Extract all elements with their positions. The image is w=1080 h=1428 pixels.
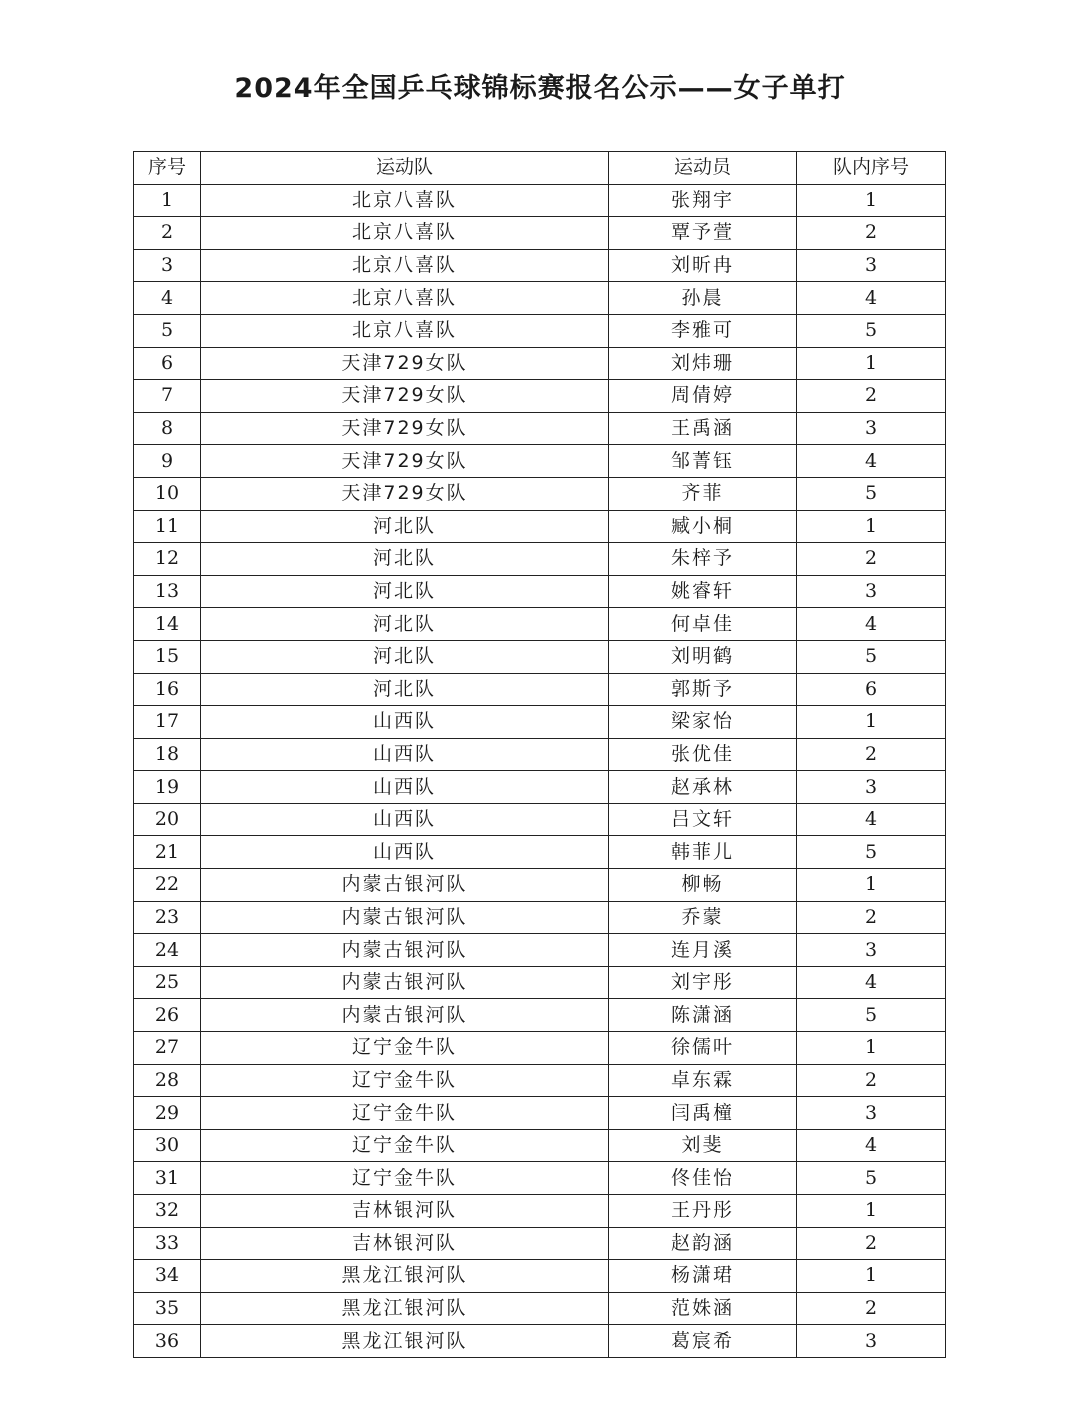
table-row <box>134 771 946 804</box>
seq-cell: 8 <box>134 412 201 445</box>
seq-cell: 17 <box>134 706 201 739</box>
table-row <box>134 1064 946 1097</box>
team-order-cell: 5 <box>797 1162 946 1195</box>
seq-cell: 27 <box>134 1032 201 1065</box>
seq-cell: 14 <box>134 608 201 641</box>
team-order-cell: 2 <box>797 1227 946 1260</box>
seq-cell: 36 <box>134 1325 201 1358</box>
team-cell: 北京八喜队 <box>201 184 609 217</box>
team-order-cell: 1 <box>797 706 946 739</box>
team-cell: 辽宁金牛队 <box>201 1064 609 1097</box>
table-row <box>134 966 946 999</box>
table-row <box>134 836 946 869</box>
player-cell: 赵韵涵 <box>609 1227 797 1260</box>
team-cell: 河北队 <box>201 640 609 673</box>
player-cell: 徐儒叶 <box>609 1032 797 1065</box>
team-order-cell: 3 <box>797 934 946 967</box>
player-cell: 乔蒙 <box>609 901 797 934</box>
player-cell: 朱梓予 <box>609 543 797 576</box>
table-row <box>134 901 946 934</box>
player-cell: 覃予萱 <box>609 217 797 250</box>
player-cell: 李雅可 <box>609 314 797 347</box>
team-cell: 黑龙江银河队 <box>201 1325 609 1358</box>
team-order-cell: 2 <box>797 901 946 934</box>
registration-table <box>133 151 946 1358</box>
team-cell: 天津729女队 <box>201 477 609 510</box>
table-row <box>134 803 946 836</box>
seq-cell: 31 <box>134 1162 201 1195</box>
team-cell: 北京八喜队 <box>201 217 609 250</box>
seq-cell: 10 <box>134 477 201 510</box>
player-cell: 孙晨 <box>609 282 797 315</box>
team-cell: 内蒙古银河队 <box>201 966 609 999</box>
team-cell: 内蒙古银河队 <box>201 869 609 902</box>
player-cell: 葛宸希 <box>609 1325 797 1358</box>
seq-cell: 24 <box>134 934 201 967</box>
table-row <box>134 673 946 706</box>
player-cell: 吕文轩 <box>609 803 797 836</box>
player-cell: 佟佳怡 <box>609 1162 797 1195</box>
team-cell: 天津729女队 <box>201 380 609 413</box>
table-row <box>134 1195 946 1228</box>
player-cell: 范姝涵 <box>609 1292 797 1325</box>
table-body <box>134 184 946 1357</box>
team-order-cell: 4 <box>797 966 946 999</box>
table-row <box>134 608 946 641</box>
seq-cell: 12 <box>134 543 201 576</box>
seq-cell: 5 <box>134 314 201 347</box>
team-cell: 内蒙古银河队 <box>201 934 609 967</box>
team-order-cell: 1 <box>797 1032 946 1065</box>
seq-cell: 13 <box>134 575 201 608</box>
table-row <box>134 184 946 217</box>
player-cell: 杨潇珺 <box>609 1260 797 1293</box>
header-team: 运动队 <box>201 152 609 185</box>
team-cell: 山西队 <box>201 836 609 869</box>
team-order-cell: 2 <box>797 217 946 250</box>
seq-cell: 30 <box>134 1129 201 1162</box>
team-order-cell: 3 <box>797 249 946 282</box>
player-cell: 王禹涵 <box>609 412 797 445</box>
seq-cell: 6 <box>134 347 201 380</box>
team-order-cell: 1 <box>797 1195 946 1228</box>
seq-cell: 16 <box>134 673 201 706</box>
player-cell: 连月溪 <box>609 934 797 967</box>
seq-cell: 18 <box>134 738 201 771</box>
team-order-cell: 2 <box>797 380 946 413</box>
team-order-cell: 2 <box>797 1292 946 1325</box>
table-row <box>134 249 946 282</box>
table-row <box>134 934 946 967</box>
seq-cell: 2 <box>134 217 201 250</box>
team-order-cell: 5 <box>797 477 946 510</box>
team-cell: 内蒙古银河队 <box>201 999 609 1032</box>
team-cell: 辽宁金牛队 <box>201 1162 609 1195</box>
team-order-cell: 1 <box>797 347 946 380</box>
table-row <box>134 1292 946 1325</box>
table-row <box>134 412 946 445</box>
table-row <box>134 999 946 1032</box>
player-cell: 卓东霖 <box>609 1064 797 1097</box>
team-cell: 辽宁金牛队 <box>201 1032 609 1065</box>
seq-cell: 21 <box>134 836 201 869</box>
player-cell: 臧小桐 <box>609 510 797 543</box>
table-header-row <box>134 152 946 185</box>
player-cell: 刘明鹤 <box>609 640 797 673</box>
team-order-cell: 2 <box>797 543 946 576</box>
player-cell: 张优佳 <box>609 738 797 771</box>
team-cell: 吉林银河队 <box>201 1227 609 1260</box>
team-cell: 辽宁金牛队 <box>201 1129 609 1162</box>
table-row <box>134 738 946 771</box>
team-order-cell: 1 <box>797 510 946 543</box>
team-order-cell: 4 <box>797 608 946 641</box>
header-player: 运动员 <box>609 152 797 185</box>
team-cell: 北京八喜队 <box>201 282 609 315</box>
seq-cell: 11 <box>134 510 201 543</box>
team-cell: 内蒙古银河队 <box>201 901 609 934</box>
team-cell: 黑龙江银河队 <box>201 1260 609 1293</box>
table-row <box>134 706 946 739</box>
team-order-cell: 5 <box>797 836 946 869</box>
team-order-cell: 2 <box>797 738 946 771</box>
table-row <box>134 543 946 576</box>
team-order-cell: 5 <box>797 314 946 347</box>
player-cell: 赵承林 <box>609 771 797 804</box>
team-cell: 吉林银河队 <box>201 1195 609 1228</box>
table-row <box>134 869 946 902</box>
team-cell: 山西队 <box>201 771 609 804</box>
table-row <box>134 510 946 543</box>
player-cell: 郭斯予 <box>609 673 797 706</box>
player-cell: 何卓佳 <box>609 608 797 641</box>
seq-cell: 20 <box>134 803 201 836</box>
table-row <box>134 477 946 510</box>
seq-cell: 35 <box>134 1292 201 1325</box>
seq-cell: 29 <box>134 1097 201 1130</box>
player-cell: 刘宇彤 <box>609 966 797 999</box>
table-row <box>134 1129 946 1162</box>
team-order-cell: 5 <box>797 999 946 1032</box>
table-row <box>134 1227 946 1260</box>
table-row <box>134 1325 946 1358</box>
team-order-cell: 4 <box>797 803 946 836</box>
team-cell: 天津729女队 <box>201 347 609 380</box>
player-cell: 刘斐 <box>609 1129 797 1162</box>
seq-cell: 19 <box>134 771 201 804</box>
table-row <box>134 1162 946 1195</box>
seq-cell: 9 <box>134 445 201 478</box>
player-cell: 闫禹橦 <box>609 1097 797 1130</box>
player-cell: 刘昕冉 <box>609 249 797 282</box>
table-row <box>134 282 946 315</box>
player-cell: 梁家怡 <box>609 706 797 739</box>
table-row <box>134 640 946 673</box>
team-cell: 北京八喜队 <box>201 314 609 347</box>
seq-cell: 23 <box>134 901 201 934</box>
player-cell: 齐菲 <box>609 477 797 510</box>
team-cell: 山西队 <box>201 738 609 771</box>
team-order-cell: 1 <box>797 869 946 902</box>
seq-cell: 26 <box>134 999 201 1032</box>
team-cell: 河北队 <box>201 543 609 576</box>
seq-cell: 22 <box>134 869 201 902</box>
team-cell: 天津729女队 <box>201 445 609 478</box>
team-cell: 黑龙江银河队 <box>201 1292 609 1325</box>
team-order-cell: 3 <box>797 771 946 804</box>
table-row <box>134 445 946 478</box>
team-order-cell: 4 <box>797 1129 946 1162</box>
team-cell: 山西队 <box>201 706 609 739</box>
player-cell: 王丹彤 <box>609 1195 797 1228</box>
seq-cell: 7 <box>134 380 201 413</box>
team-cell: 天津729女队 <box>201 412 609 445</box>
player-cell: 韩菲儿 <box>609 836 797 869</box>
team-order-cell: 1 <box>797 1260 946 1293</box>
team-order-cell: 4 <box>797 282 946 315</box>
seq-cell: 3 <box>134 249 201 282</box>
table-row <box>134 1260 946 1293</box>
team-order-cell: 3 <box>797 1325 946 1358</box>
table-row <box>134 217 946 250</box>
team-cell: 北京八喜队 <box>201 249 609 282</box>
team-cell: 辽宁金牛队 <box>201 1097 609 1130</box>
team-order-cell: 1 <box>797 184 946 217</box>
player-cell: 刘炜珊 <box>609 347 797 380</box>
seq-cell: 25 <box>134 966 201 999</box>
team-cell: 河北队 <box>201 608 609 641</box>
team-cell: 河北队 <box>201 673 609 706</box>
seq-cell: 33 <box>134 1227 201 1260</box>
seq-cell: 1 <box>134 184 201 217</box>
table-row <box>134 1032 946 1065</box>
table-row <box>134 575 946 608</box>
seq-cell: 28 <box>134 1064 201 1097</box>
seq-cell: 32 <box>134 1195 201 1228</box>
table-row <box>134 314 946 347</box>
seq-cell: 15 <box>134 640 201 673</box>
seq-cell: 4 <box>134 282 201 315</box>
team-cell: 河北队 <box>201 575 609 608</box>
team-cell: 山西队 <box>201 803 609 836</box>
player-cell: 柳畅 <box>609 869 797 902</box>
seq-cell: 34 <box>134 1260 201 1293</box>
team-cell: 河北队 <box>201 510 609 543</box>
header-seq: 序号 <box>134 152 201 185</box>
team-order-cell: 3 <box>797 575 946 608</box>
team-order-cell: 6 <box>797 673 946 706</box>
player-cell: 姚睿轩 <box>609 575 797 608</box>
team-order-cell: 5 <box>797 640 946 673</box>
team-order-cell: 3 <box>797 1097 946 1130</box>
team-order-cell: 3 <box>797 412 946 445</box>
team-order-cell: 4 <box>797 445 946 478</box>
player-cell: 邹菁钰 <box>609 445 797 478</box>
document-title: 2024年全国乒乓球锦标赛报名公示——女子单打 <box>234 73 846 104</box>
team-order-cell: 2 <box>797 1064 946 1097</box>
table-row <box>134 347 946 380</box>
header-team-order: 队内序号 <box>797 152 946 185</box>
player-cell: 张翔宇 <box>609 184 797 217</box>
player-cell: 陈潇涵 <box>609 999 797 1032</box>
table-row <box>134 1097 946 1130</box>
table-row <box>134 380 946 413</box>
player-cell: 周倩婷 <box>609 380 797 413</box>
